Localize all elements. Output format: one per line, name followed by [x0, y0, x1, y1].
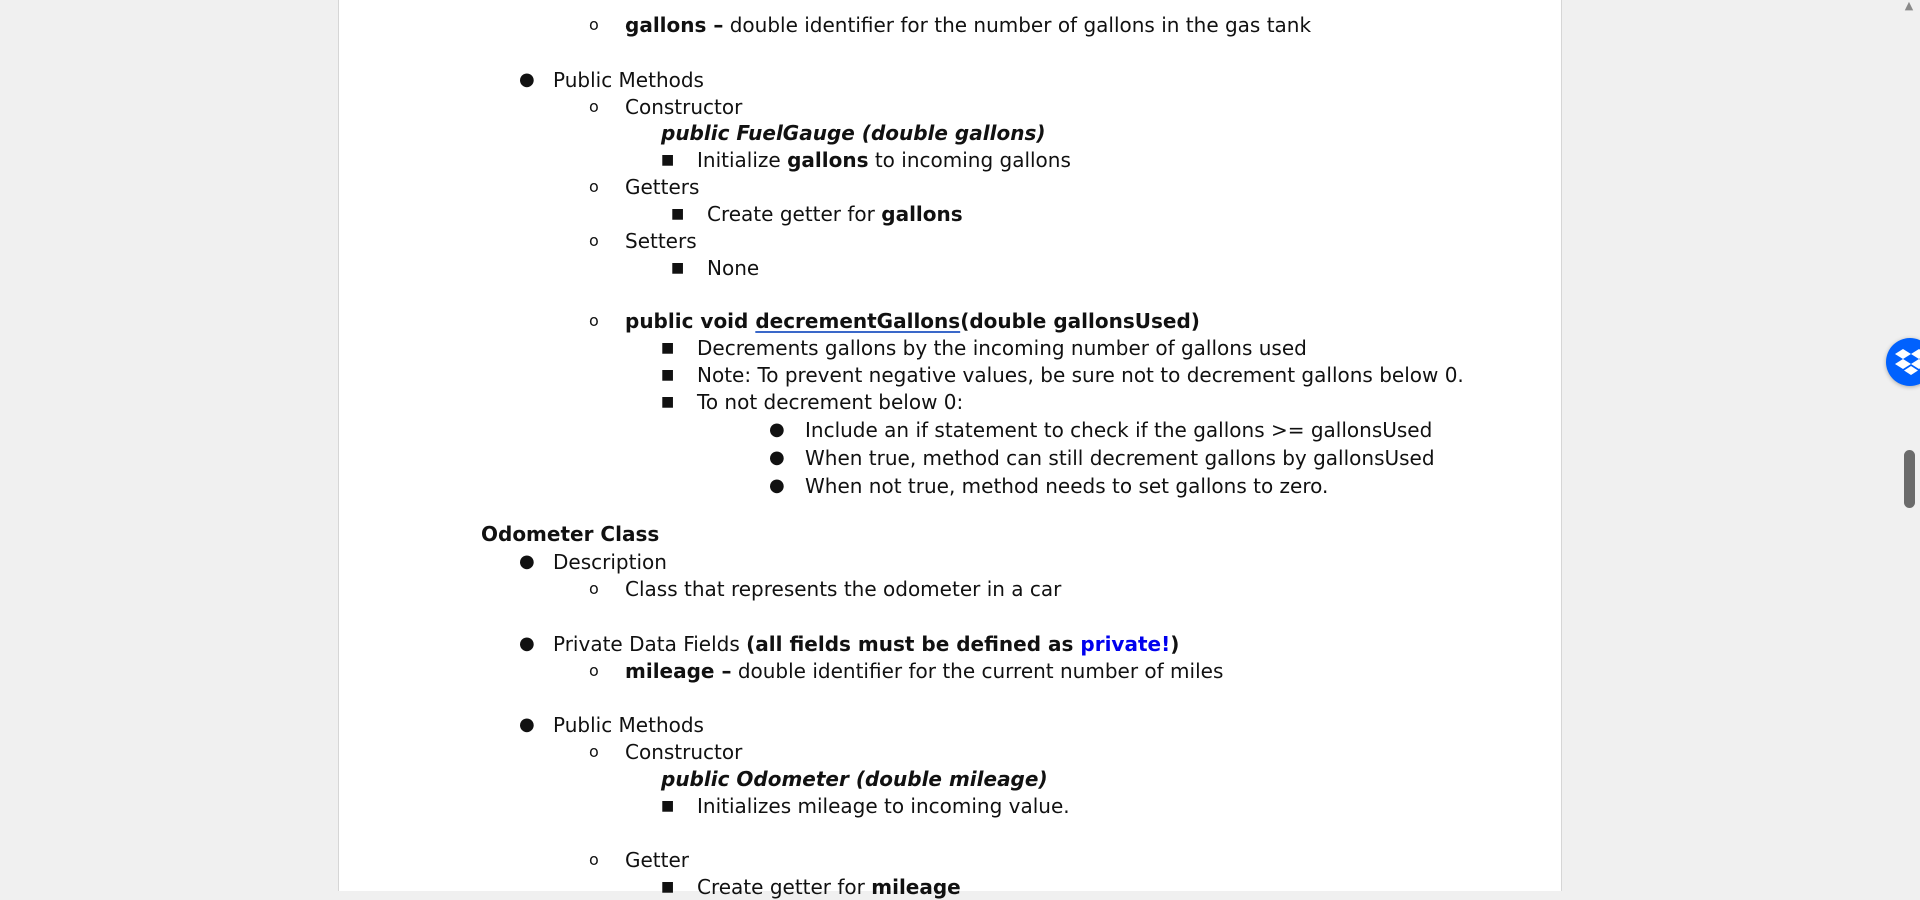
square-marker: ■ — [661, 879, 675, 895]
odometer-description-text: Class that represents the odometer in a car — [625, 577, 1062, 601]
circle-marker: o — [589, 579, 599, 598]
square-marker: ■ — [661, 367, 675, 383]
odometer-private-fields-line: Private Data Fields (all fields must be defined as private!) — [553, 632, 1180, 656]
square-marker: ■ — [661, 340, 675, 356]
odometer-constructor-label: Constructor — [625, 740, 743, 764]
fuelgauge-constructor-label: Constructor — [625, 95, 743, 119]
circle-marker: o — [589, 177, 599, 196]
fuelgauge-method-item: To not decrement below 0: — [697, 390, 964, 414]
document-page — [338, 0, 1562, 899]
square-marker: ■ — [671, 260, 685, 276]
fuelgauge-method-subitem: When not true, method needs to set gallons to zero. — [805, 474, 1329, 498]
fuelgauge-setter-item: None — [707, 256, 760, 280]
fuelgauge-method-item: Decrements gallons by the incoming number of gallons used — [697, 336, 1307, 360]
fuelgauge-getter-item: Create getter for gallons — [707, 202, 963, 226]
square-marker: ■ — [661, 798, 675, 814]
odometer-description-label: Description — [553, 550, 667, 574]
fuelgauge-field-line: gallons – double identifier for the number of gallons in the gas tank — [625, 13, 1312, 37]
fuelgauge-method-item: Note: To prevent negative values, be sure not to decrement gallons below 0. — [697, 363, 1464, 387]
fuelgauge-method-subitem: Include an if statement to check if the gallons >= gallonsUsed — [805, 418, 1433, 442]
circle-marker: o — [589, 97, 599, 116]
fuelgauge-methods-heading: Public Methods — [553, 68, 704, 92]
scroll-up-arrow[interactable]: ▲ — [1904, 0, 1914, 12]
fuelgauge-method-signature: public void decrementGallons(double gallonsUsed) — [625, 309, 1200, 333]
square-marker: ■ — [661, 394, 675, 410]
odometer-field-line: mileage – double identifier for the current number of miles — [625, 659, 1224, 683]
odometer-constructor-item: Initializes mileage to incoming value. — [697, 794, 1070, 818]
dropbox-glyph — [1894, 348, 1920, 376]
odometer-methods-heading: Public Methods — [553, 713, 704, 737]
bullet-marker: ● — [769, 419, 785, 440]
square-marker: ■ — [661, 152, 675, 168]
bullet-marker: ● — [519, 551, 535, 572]
fuelgauge-constructor-item: Initialize gallons to incoming gallons — [697, 148, 1071, 172]
circle-marker: o — [589, 742, 599, 761]
bullet-marker: ● — [519, 714, 535, 735]
bullet-marker: ● — [769, 447, 785, 468]
bullet-marker: ● — [769, 475, 785, 496]
fuelgauge-getters-label: Getters — [625, 175, 700, 199]
fuelgauge-method-subitem: When true, method can still decrement gallons by gallonsUsed — [805, 446, 1435, 470]
circle-marker: o — [589, 15, 599, 34]
odometer-class-heading: Odometer Class — [481, 522, 660, 546]
bullet-marker: ● — [519, 69, 535, 90]
fuelgauge-setters-label: Setters — [625, 229, 697, 253]
odometer-constructor-signature: public Odometer (double mileage) — [661, 767, 1048, 791]
dropbox-icon[interactable] — [1886, 338, 1920, 386]
square-marker: ■ — [671, 206, 685, 222]
fuelgauge-constructor-signature: public FuelGauge (double gallons) — [661, 121, 1046, 145]
circle-marker: o — [589, 311, 599, 330]
odometer-getter-label: Getter — [625, 848, 690, 872]
vertical-scrollbar-thumb[interactable] — [1904, 450, 1915, 508]
circle-marker: o — [589, 231, 599, 250]
circle-marker: o — [589, 850, 599, 869]
bullet-marker: ● — [519, 633, 535, 654]
odometer-getter-item: Create getter for mileage — [697, 875, 961, 899]
circle-marker: o — [589, 661, 599, 680]
